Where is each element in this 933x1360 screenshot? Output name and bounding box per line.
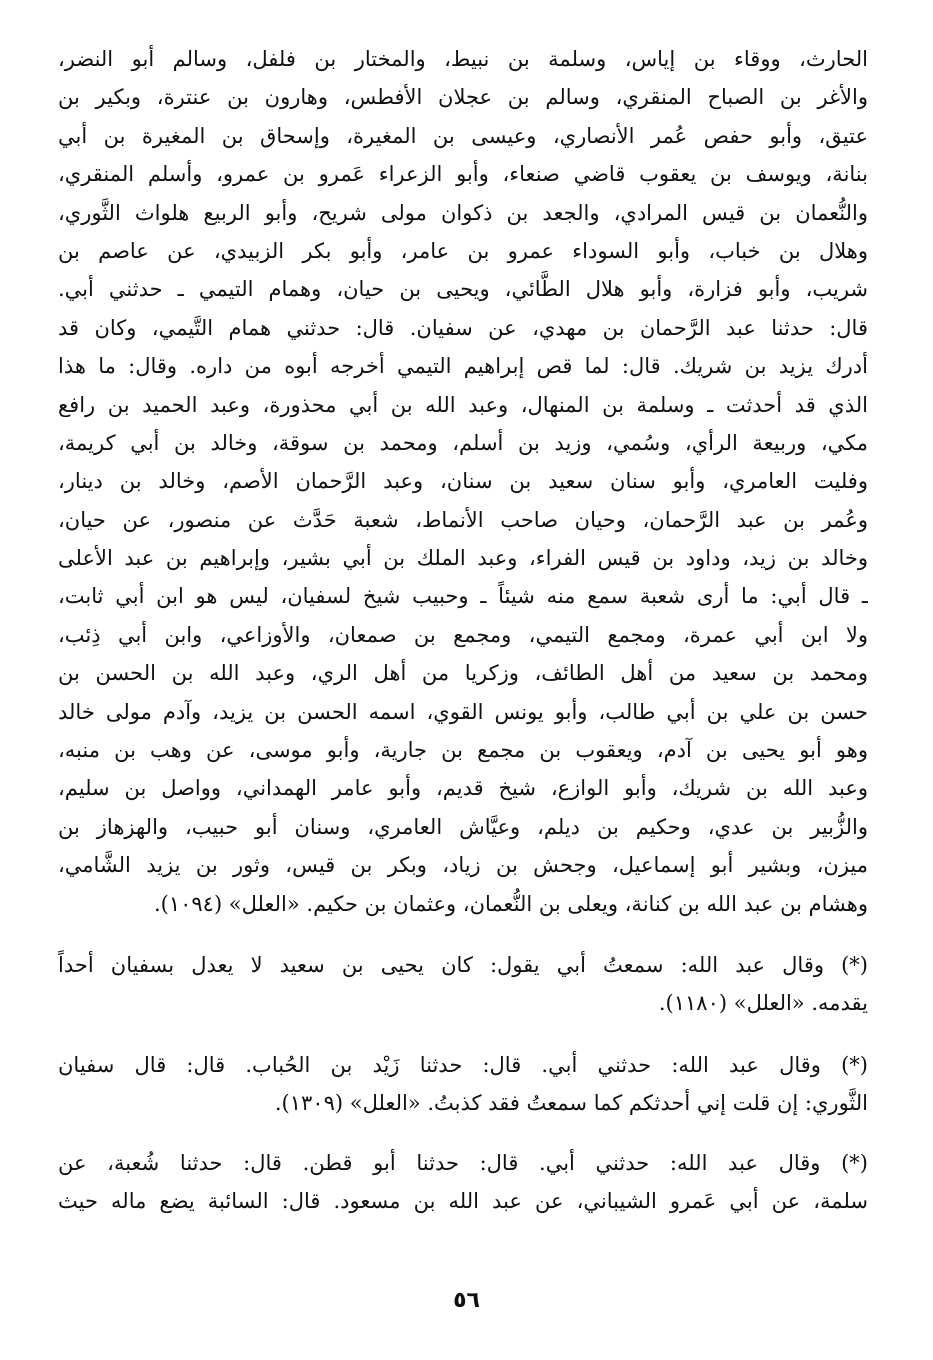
- text-line: سلمة، عن أبي عَمرو الشيباني، عن عبد الله بن مسعود. قال: السائبة يضع ماله حيث: [58, 1188, 868, 1213]
- paragraph-narration-saiba: [58, 1144, 868, 1221]
- paragraph-main-list: [58, 40, 868, 923]
- text-line: وعُمر بن عبد الرَّحمان، وحيان صاحب الأنماط، شعبة حَدَّث عن منصور، عن حيان،: [58, 507, 868, 532]
- text-line: حسن بن علي بن أبي طالب، وأبو يونس القوي، اسمه الحسن بن يزيد، وآدم مولى خالد: [58, 699, 868, 724]
- text-line: بنانة، ويوسف بن يعقوب قاضي صنعاء، وأبو الزعراء عَمرو بن عمرو، وأسلم المنقري،: [58, 162, 868, 187]
- text-line: والنُّعمان بن قيس المرادي، والجعد بن ذكوان مولى شريح، وأبو الربيع هلواث الثَّوري،: [58, 200, 868, 225]
- paragraph-narration-1309: [58, 1046, 868, 1123]
- paragraph-narration-1180: [58, 946, 868, 1023]
- text-line: ـ قال أبي: ما أرى شعبة سمع منه شيئاً ـ وحبيب شيخ لسفيان، ليس هو ابن أبي ثابت،: [58, 584, 868, 609]
- text-line: أدرك يزيد بن شريك. قال: لما قص إبراهيم التيمي أخرجه أبوه من داره. وقال: ما هذا: [58, 354, 868, 379]
- text-line: يقدمه. «العلل» (١١٨٠).: [658, 991, 868, 1016]
- text-line: وعبد الله بن شريك، وأبو الوازع، شيخ قديم، وأبو عامر الهمداني، وواصل بن سليم،: [58, 776, 868, 801]
- text-line: الثَّوري: إن قلت إني أحدثكم كما سمعتُ فقد كذبتُ. «العلل» (١٣٠٩).: [274, 1091, 868, 1116]
- text-line: قال: حدثنا عبد الرَّحمان بن مهدي، عن سفيان. قال: حدثني همام التَّيمي، وكان قد: [58, 315, 868, 340]
- text-line: (*) وقال عبد الله: حدثني أبي. قال: حدثنا زَيْد بن الحُباب. قال: قال سفيان: [58, 1052, 868, 1077]
- text-line: والأغر بن الصباح المنقري، وسالم بن عجلان الأفطس، وهارون بن عنترة، وبكير بن: [58, 85, 868, 110]
- page-number: ٥٦: [453, 1288, 480, 1313]
- text-line: (*) وقال عبد الله: سمعتُ أبي يقول: كان يحيى بن سعيد لا يعدل بسفيان أحداً: [58, 952, 868, 977]
- page-body: [58, 40, 868, 1220]
- paragraph-spacer: [58, 923, 868, 946]
- text-line: وهشام بن عبد الله بن كنانة، ويعلى بن النُّعمان، وعثمان بن حكيم. «العلل» (١٠٩٤).: [153, 891, 868, 916]
- text-line: وهو أبو يحيى بن آدم، ويعقوب بن مجمع بن جارية، وأبو موسى، عن وهب بن منبه،: [58, 738, 868, 763]
- text-line: شريب، وأبو فزارة، وأبو هلال الطَّائي، ويحيى بن حيان، وهمام التيمي ـ حدثني أبي.: [58, 277, 868, 302]
- text-line: عتيق، وأبو حفص عُمر الأنصاري، وعيسى بن المغيرة، وإسحاق بن المغيرة بن أبي: [58, 123, 868, 148]
- paragraph-spacer: [58, 1023, 868, 1046]
- text-line: الذي قد أحدثت ـ وسلمة بن المنهال، وعبد الله بن أبي محذورة، وعبد الحميد بن رافع: [58, 392, 868, 417]
- text-line: وخالد بن زيد، وداود بن قيس الفراء، وعبد الملك بن أبي بشير، وإبراهيم بن عبد الأعلى: [58, 546, 868, 571]
- text-line: ومحمد بن سعيد من أهل الطائف، وزكريا من أهل الري، وعبد الله بن الحسن بن: [58, 661, 868, 686]
- text-line: وفليت العامري، وأبو سنان سعيد بن سنان، وعبد الرَّحمان الأصم، وخالد بن دينار،: [58, 469, 868, 494]
- text-line: ميزن، وبشير أبو إسماعيل، وجحش بن زياد، وبكر بن قيس، وثور بن يزيد الشَّامي،: [58, 853, 868, 878]
- text-line: ولا ابن أبي عمرة، ومجمع التيمي، ومجمع بن صمعان، والأوزاعي، وابن أبي ذِئب،: [58, 622, 868, 647]
- text-line: والزُّبير بن عدي، وحكيم بن ديلم، وعيَّاش العامري، وسنان أبو حبيب، والهزهاز بن: [58, 814, 868, 839]
- text-line: (*) وقال عبد الله: حدثني أبي. قال: حدثنا أبو قطن. قال: حدثنا شُعبة، عن: [58, 1150, 868, 1175]
- text-line: وهلال بن خباب، وأبو السوداء عمرو بن عامر، وأبو بكر الزبيدي، عن عاصم بن: [58, 238, 868, 263]
- text-line: مكي، وربيعة الرأي، وسُمي، وزيد بن أسلم، ومحمد بن سوقة، وخالد بن أبي كريمة،: [58, 430, 868, 455]
- text-line: الحارث، ووقاء بن إياس، وسلمة بن نبيط، والمختار بن فلفل، وسالم أبو النضر،: [58, 47, 868, 71]
- paragraph-spacer: [58, 1123, 868, 1144]
